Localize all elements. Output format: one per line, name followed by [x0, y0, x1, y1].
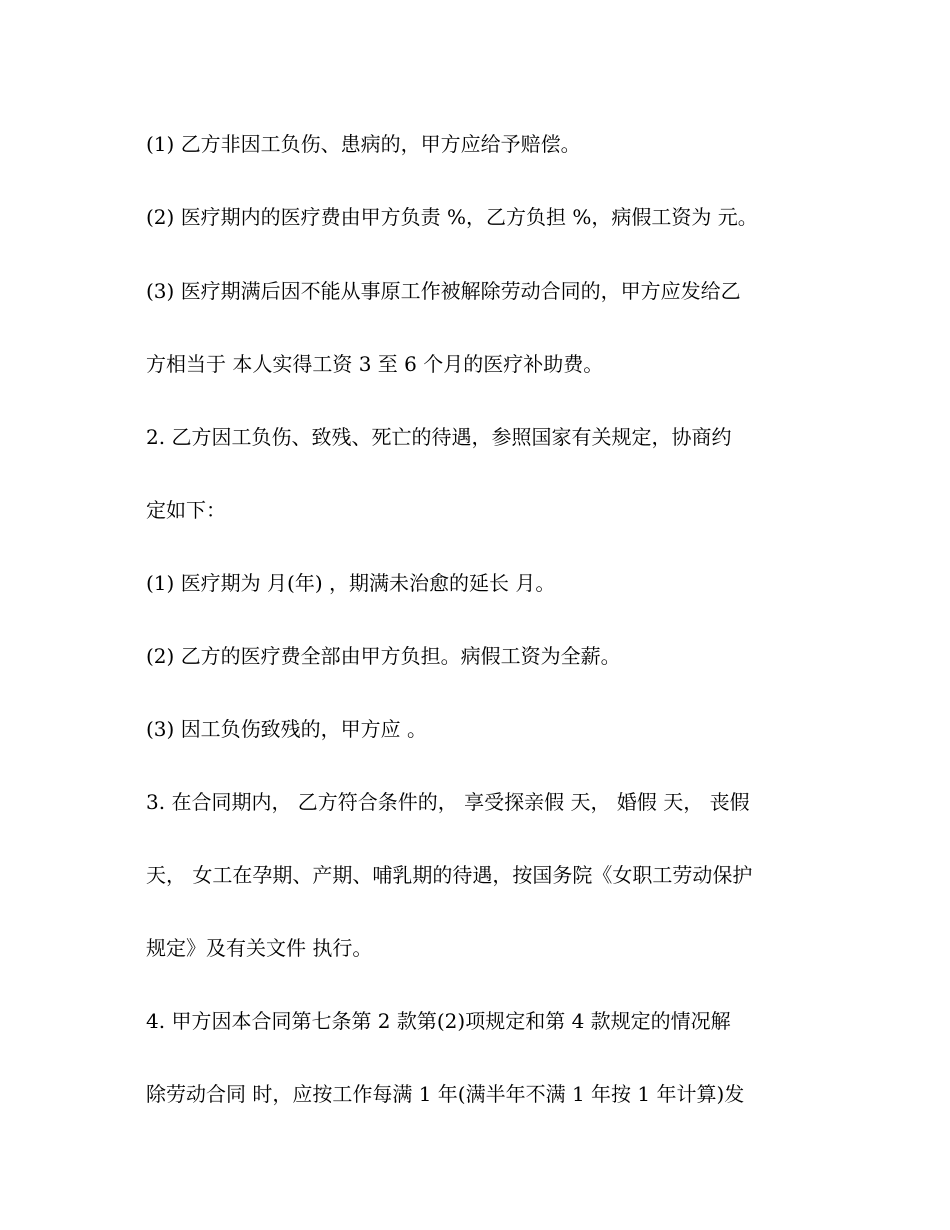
text-line-8: (2) 乙方的医疗费全部由甲方负担。病假工资为全薪。	[146, 644, 621, 668]
text-line-2: (2) 医疗期内的医疗费由甲方负责 %，乙方负担 %，病假工资为 元。	[146, 205, 758, 229]
text-line-14: 除劳动合同 时，应按工作每满 1 年(满半年不满 1 年按 1 年计算)发	[146, 1082, 745, 1106]
text-line-7: (1) 医疗期为 月(年) ，期满未治愈的延长 月。	[146, 571, 556, 595]
text-line-12: 规定》及有关文件 执行。	[146, 936, 373, 960]
text-line-5: 2. 乙方因工负伤、致残、死亡的待遇，参照国家有关规定，协商约	[146, 425, 732, 449]
text-line-1: (1) 乙方非因工负伤、患病的，甲方应给予赔偿。	[146, 132, 581, 156]
text-line-10: 3. 在合同期内， 乙方符合条件的， 享受探亲假 天， 婚假 天， 丧假	[146, 790, 750, 814]
text-line-6: 定如下：	[146, 498, 226, 522]
text-line-3: (3) 医疗期满后因不能从事原工作被解除劳动合同的，甲方应发给乙	[146, 279, 741, 303]
text-line-13: 4. 甲方因本合同第七条第 2 款第(2)项规定和第 4 款规定的情况解	[146, 1009, 731, 1033]
text-line-4: 方相当于 本人实得工资 3 至 6 个月的医疗补助费。	[146, 352, 604, 376]
text-line-11: 天， 女工在孕期、产期、哺乳期的待遇，按国务院《女职工劳动保护	[146, 863, 753, 887]
text-line-9: (3) 因工负伤致残的，甲方应 。	[146, 717, 428, 741]
